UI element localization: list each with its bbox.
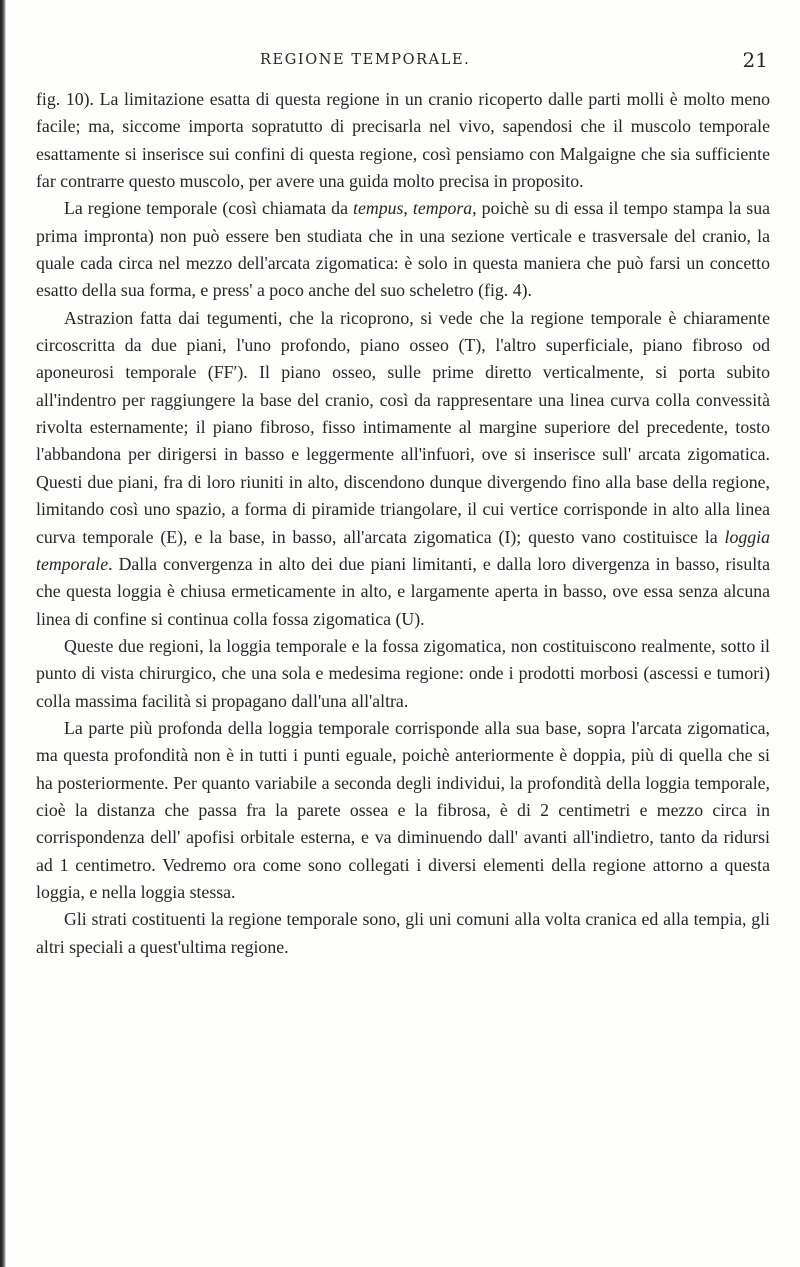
running-header [0,48,800,76]
paragraph-2-text-b: , poichè su di essa il tempo stampa la sua prima impronta) non può essere ben studiata che in una sezione verticale e trasversale del cranio, la quale cada circa nel mezzo dell'arcata zigomatica: è solo in questa maniera che può farsi un concetto esatto della sua forma, e press' a poco anche del suo scheletro (fig. 4). [36,198,771,301]
paragraph-3-text-b: . Dalla convergenza in alto dei due piani limitanti, e dalla loro divergenza in basso, risulta che questa loggia è chiusa ermeticamente in alto, e largamente aperta in basso, ove essa senza alcuna linea di confine si continua colla fossa zigomatica (U). [36,553,770,629]
paragraph-3-text-a: Astrazion fatta dai tegumenti, che la ricoprono, si vede che la regione temporale è chiaramente circoscritta da due piani, l'uno profondo, piano osseo (T), l'altro superficiale, piano fibroso od aponeurosi temporale (FF′). Il piano osseo, sulle prime diretto verticalmente, si porta subito all'indentro per raggiungere la base del cranio, così da rappresentare una linea curva colla convessità rivolta esternamente; il piano fibroso, fisso intimamente al margine superiore del precedente, tosto l'abbandona per dirigersi in basso e leggermente all'infuori, ove si inserisce sull' arcata zigomatica. Questi due piani, fra di loro riuniti in alto, discendono dunque divergendo fino alla base della regione, limitando così uno spazio, a forma di piramide triangolare, il cui vertice corrisponde in alto alla linea curva temporale (E), e la base, in basso, all'arcata zigomatica (I); questo vano costituisce la [36,307,770,547]
paragraph-1-text: fig. 10). La limitazione esatta di questa regione in un cranio ricoperto dalle parti molli è molto meno facile; ma, siccome importa sopratutto di precisarla nel vivo, sapendosi che il muscolo temporale esattamente si inserisce sui confini di questa regione, così pensiamo con Malgaigne che sia sufficiente far contrarre questo muscolo, per avere una guida molto precisa in proposito. [36,89,770,192]
paragraph-6 [36,906,770,961]
body-text [36,86,770,961]
paragraph-3 [36,305,770,633]
paragraph-2-sep: , [403,198,413,219]
page-number: 21 [742,48,768,72]
paragraph-5 [36,715,770,906]
paragraph-4 [36,633,770,715]
paragraph-4-text: Queste due regioni, la loggia temporale e la fossa zigomatica, non costituiscono realmente, sotto il punto di vista chirurgico, che una sola e medesima regione: onde i prodotti morbosi (ascessi e tumori) colla massima facilità si propagano dall'una all'altra. [36,635,770,711]
paragraph-1 [36,86,770,195]
term-tempora: tempora [412,198,473,219]
term-tempus: tempus [353,198,404,219]
paragraph-2 [36,195,770,304]
paragraph-2-text-a: La regione temporale (così chiamata da [64,198,354,219]
page-binding-shadow [0,0,6,1267]
term-loggia-temporale: loggia temporale [36,526,770,574]
paragraph-6-text: Gli strati costituenti la regione temporale sono, gli uni comuni alla volta cranica ed alla tempia, gli altri speciali a quest'ultima regione. [36,909,770,957]
paragraph-5-text: La parte più profonda della loggia temporale corrisponde alla sua base, sopra l'arcata zigomatica, ma questa profondità non è in tutti i punti eguale, poichè anteriormente è doppia, più di quella che si ha posteriormente. Per quanto variabile a seconda degli individui, la profondità della loggia temporale, cioè la distanza che passa fra la parete ossea e la fibrosa, è di 2 centimetri e mezzo circa in corrispondenza dell' apofisi orbitale esterna, e va diminuendo dall' avanti all'indietro, tanto da ridursi ad 1 centimetro. Vedremo ora come sono collegati i diversi elementi della regione attorno a questa loggia, e nella loggia stessa. [36,717,770,902]
running-title: REGIONE TEMPORALE. [260,52,471,68]
